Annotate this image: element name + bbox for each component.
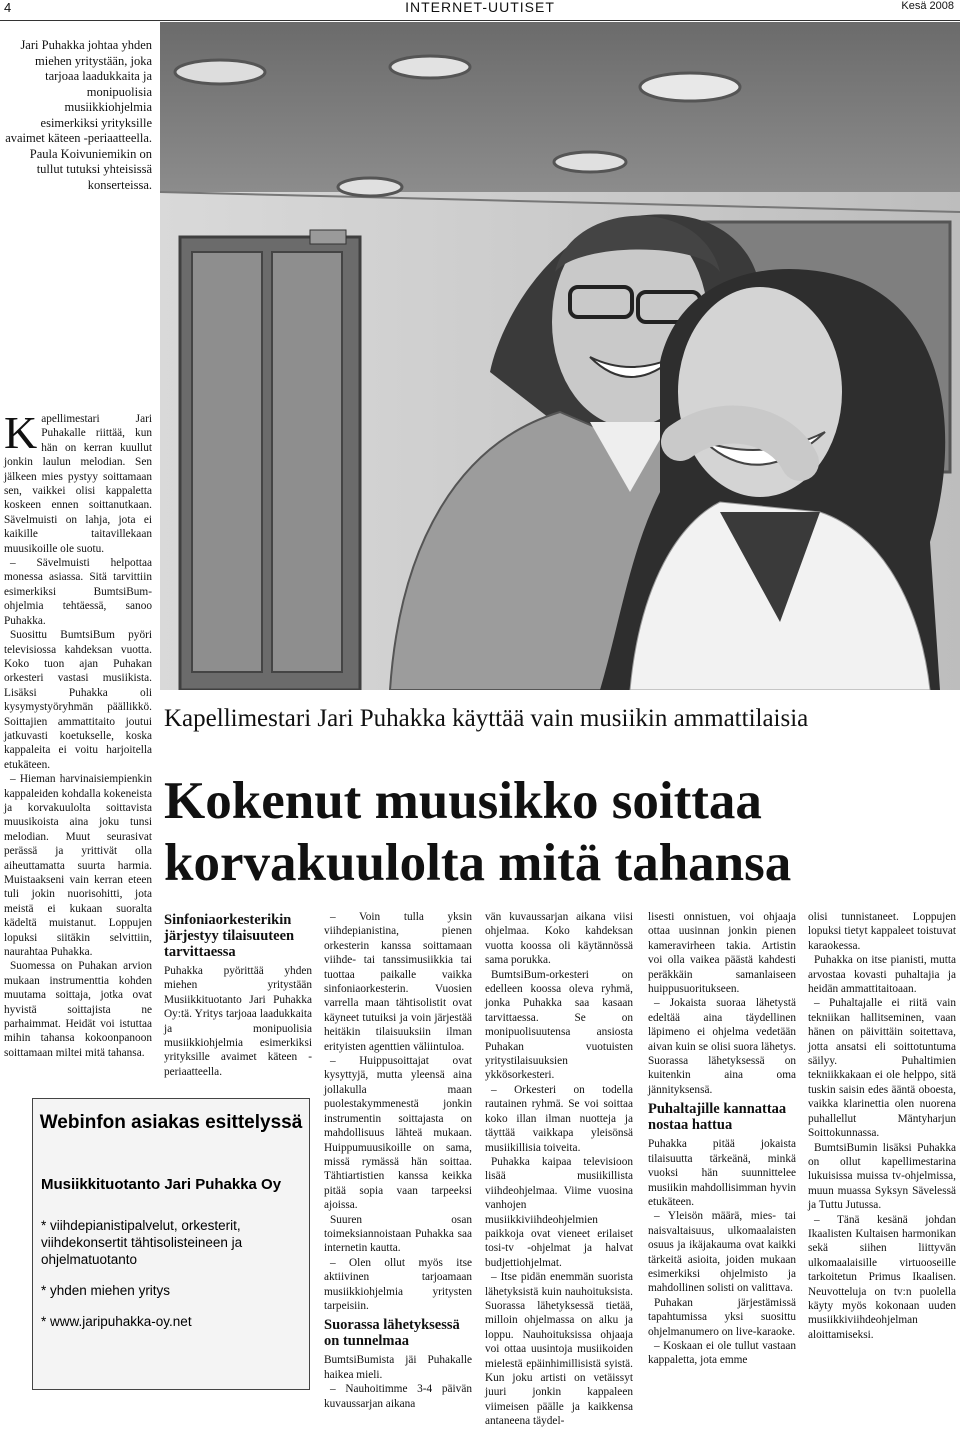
col4-paragraph-2: BumtsiBum-orkesteri on edelleen koossa oleva ryhmä, jonka Puhakka saa kasaan tarvittaessa. Se on monipuolisuutensa ansiosta Puhakan vuotuisten yritystilaisuuksien ykkösorkesteri. [485, 968, 633, 1082]
article-photo [160, 22, 960, 690]
col5-paragraph-3: Puhakka pitää jokaista tilaisuutta tärkeänä, minkä vuoksi hän suunnittelee musiikin mahdollisimman hyvin etukäteen. [648, 1138, 796, 1208]
ad-bullet-one-man-company: * yhden miehen yritys [41, 1283, 171, 1298]
column-1 [4, 407, 152, 1060]
col3-paragraph-2: – Huippusoittajat ovat kysyttyjä, mutta yleensä aina jollakulla maan puolestakymmenestä jonkin instrumentin soittajasta on mahdollisuus lähteä mukaan. Huippumuusikoille on sama, missä rymässä hän soittaa. Tähtiartistien kanssa keikka pitää sopia vaan tarpeeksi ajoissa. [324, 1055, 472, 1212]
headline-line-2: korvakuulolta mitä tahansa [164, 834, 792, 892]
col5-paragraph-1: lisesti onnistuen, voi ohjaaja ottaa uusinnan jonkin pienen kameravirheen takia. Artistin voi olla vaikea päästä kahdesti peräkkäin samanlaiseen huippusuoritukseen. [648, 911, 796, 996]
column-5 [648, 910, 796, 1368]
col3-paragraph-1: – Voin tulla yksin viihdepianistina, pienen orkesterin kanssa soittamaan viihde- tai tanssimusiikkia tai tuottaa paikalle vaikka sinfoniaorkesterin. Vuosien varrella maan tähtisolistit ovat käyneet tutuiksi ja voin järjestää heitäkin tilaisuuksiin ilman erityisten agenttien väliintuloa. [324, 911, 472, 1053]
article-kicker: Kapellimestari Jari Puhakka käyttää vain musiikin ammattilaisia [164, 705, 809, 732]
column-4 [485, 910, 633, 1429]
col6-paragraph-4: BumtsiBumin lisäksi Puhakka on ollut kapellimestarina lukuisissa muissa tv-ohjelmissa, muun muassa Syksyn Sävelessä ja Tuttu Jutussa. [808, 1141, 956, 1212]
col4-paragraph-1: vän kuvaussarjan aikana viisi ohjelmaa. Koko kahdeksan vuotta koossa oli käytännössä sama porukka. [485, 911, 633, 967]
ad-bullet-services: * viihdepianistipalvelut, orkesterit, viihdekonsertit tähtisolisteineen ja ohjelmatuotanto [41, 1218, 243, 1267]
section-title: INTERNET-UUTISET [405, 0, 555, 15]
col1-paragraph-2: – Sävelmuisti helpottaa monessa asiassa. Sitä tarvittiin esimerkiksi BumtsiBum-ohjelmia tehtäessä, sanoo Puhakka. [4, 557, 152, 627]
col3-paragraph-4: – Olen ollut myös itse aktiivinen tarjoamaan musiikkiohjelmia yritysten tarpeisiin. [324, 1256, 472, 1312]
subheading-puhaltajille: Puhaltajille kannattaa nostaa hattua [648, 1101, 787, 1134]
col1-paragraph-5: Suomessa on Puhakan arvion mukaan instrumenttia kohden muutama soittaja, jotka ovat hyvistä soittajista ne parhaimmat. Heidät voi istuttaa mihin tahansa kokoonpanoon soittamaan miltei mitä tahansa. [4, 960, 152, 1059]
col6-paragraph-5: – Tänä kesänä johdan Ikaalisten Kultaisen harmonikan sekä siihen liittyvän ulkomaalaisille virtuooseille tarkoitetun Primus Ikaalisen. Neuvotteluja on tv:n puolella käyty myös kokonaan uuden musiikkiviihdeohjelman aloittamiseksi. [808, 1213, 956, 1341]
col1-paragraph-4: – Hieman harvinaisiempienkin kappaleiden kohdalla kokeneista ja korvakuulolta soittavista muusikoista aina joku tunsi melodian. Muut seurasivat perässä ja yrittivät olla aiheuttamatta suurta harmia. Muistaakseni vain kerran eteen tuli jokin nuorisohitti, jota meistä ei kukaan suoralta kädeltä muistanut. Loppujen lopuksi siitäkin selvittiin, naurahtaa Puhakka. [4, 773, 152, 959]
photo-illustration [160, 22, 960, 690]
col5-paragraph-6: – Koskaan ei ole tullut vastaan kappaletta, jota emme [648, 1339, 796, 1367]
col4-paragraph-5: – Itse pidän enemmän suorista lähetyksistä kuin nauhoituksista. Suorassa lähetyksessä tietää, milloin ohjelmassa on alku ja loppu. Nauhoituksissa ohjaaja voi ottaa uusintoja musiikoiden mielestä epäinhimillisistä syistä. Kun joku artisti on vetäissyt juuri jonkin kappaleen viimeisen päälle ja kaikkensa antaneena täydel- [485, 1271, 633, 1428]
col6-paragraph-3: – Puhaltajalle ei riitä vain tekniikan hallitseminen, vaan hänen on päivittäin soitettava, jotta ansatsi eli soittotuntuma säilyy. Puhaltimien tekniikkakaan ei ole helppo, sitä tuskin saisin edes ääntä oboesta, vaikka klarinettia olen nuorena puhallellut Mäntyharjun Soittokunnassa. [808, 997, 956, 1140]
issue-date: Kesä 2008 [901, 0, 954, 12]
headline-line-1: Kokenut muusikko soittaa [164, 772, 762, 830]
col5-paragraph-2: – Jokaista suoraa lähetystä edeltää aina täydellinen läpimeno ei ohjelma vedetään aivan kuin se olisi suora lähetys. Suorassa lähetyksessä on kuitenkin aina oma jännityksensä. [648, 997, 796, 1096]
ad-company-name: Musiikkituotanto Jari Puhakka Oy [41, 1176, 282, 1193]
col2-paragraph-1: Puhakka pyörittää yhden miehen yritystään Musiikkituotanto Jari Puhakka Oy:tä. Yritys tarjoaa laadukkaita ja monipuolisia musiikkiohjelmia esimerkiksi yrityksille avaimet käteen -periaatteella. [164, 965, 312, 1078]
ad-bullet-list [41, 1217, 301, 1330]
col5-paragraph-4: – Yleisön määrä, mies- tai naisvaltaisuus, ulkomaalaisten osuus ja ikäjakauma ovat kaikki tärkeitä asioita, joiden mukaan esimerkiksi ohjelmisto ja mahdollinen solisti on valittava. [648, 1210, 796, 1295]
col1-paragraph-1 [4, 407, 152, 556]
ad-bullet-website: * www.jaripuhakka-oy.net [41, 1314, 192, 1329]
col6-paragraph-2: Puhakka on itse pianisti, mutta arvostaa kovasti puhaltajia ja heidän ammattitaitoaan. [808, 954, 956, 996]
col4-paragraph-4: Puhakka kaipaa televisioon lisää musiikillista viihdeohjelmaa. Viime vuosina vanhojen musiikkiviihdeohjelmien paikkoja ovat vieneet erilaiset tosi-tv -ohjelmat ja halvat budjettiohjelmat. [485, 1155, 633, 1269]
photo-caption: Jari Puhakka johtaa yhden miehen yritystään, joka tarjoaa laadukkaita ja monipuolisia musiikkiohjelmia esimerkiksi yrityksille avaimet käteen -periaatteella. Paula Koivuniemikin on tullut tutuksi yhteisissä konserteissa. [5, 38, 152, 192]
drop-cap: K [4, 407, 38, 458]
subheading-sinfoniaorkesteri: Sinfoniaorkesterikin järjestyy tilaisuuteen tarvittaessa [164, 912, 295, 960]
page-header [0, 0, 960, 21]
column-3 [324, 910, 472, 1411]
advertisement-box [32, 1098, 310, 1390]
col3-paragraph-6: – Nauhoitimme 3-4 päivän kuvaussarjan aikana [324, 1383, 472, 1410]
col1-text-1: apellimestari Jari Puhakalle riittää, kun hän on kerran kuullut jonkin laulun melodian. Sen jälkeen mies pystyy soittamaan sen, vaikkei olisi kappaletta koskeen ennen soittanutkaan. Sävelmuisti on lahja, jota ei kaikille taitavillekaan muusikoille ole suotu. [4, 413, 152, 555]
col3-paragraph-5: BumtsiBumista jäi Puhakalle haikea mieli. [324, 1354, 472, 1381]
article-headline [164, 770, 791, 894]
page-number: 4 [4, 0, 12, 15]
ad-title: Webinfon asiakas esittelyssä [39, 1112, 303, 1133]
column-2 [164, 908, 312, 1079]
col1-paragraph-3: Suosittu BumtsiBum pyöri televisiossa kahdeksan vuotta. Koko tuon ajan Puhakan orkesteri vastasi musiikista. Lisäksi Puhakka oli kysymystyöryhmän päällikkö. Soittajien ammattitaito joutui jatkuvasti koetukselle, koska kappaleita ei voitu harjoitella etukäteen. [4, 629, 152, 771]
col6-paragraph-1: olisi tunnistaneet. Loppujen lopuksi tietyt kappaleet toistuvat karaokessa. [808, 911, 956, 952]
column-6 [808, 910, 956, 1342]
subheading-suorassa-lahetyksessa: Suorassa lähetyksessä on tunnelmaa [324, 1317, 460, 1350]
col5-paragraph-5: Puhakan järjestämissä tapahtumissa yksi suosittu ohjelmanumero on live-karaoke. [648, 1296, 796, 1338]
col3-paragraph-3: Suuren osan toimeksiannoistaan Puhakka saa internetin kautta. [324, 1213, 472, 1255]
col4-paragraph-3: – Orkesteri on todella rautainen ryhmä. Se voi soittaa koko illan ilman nuotteja ja täyttää vaikkapa yleisönsä musiikillisia toiveita. [485, 1083, 633, 1154]
